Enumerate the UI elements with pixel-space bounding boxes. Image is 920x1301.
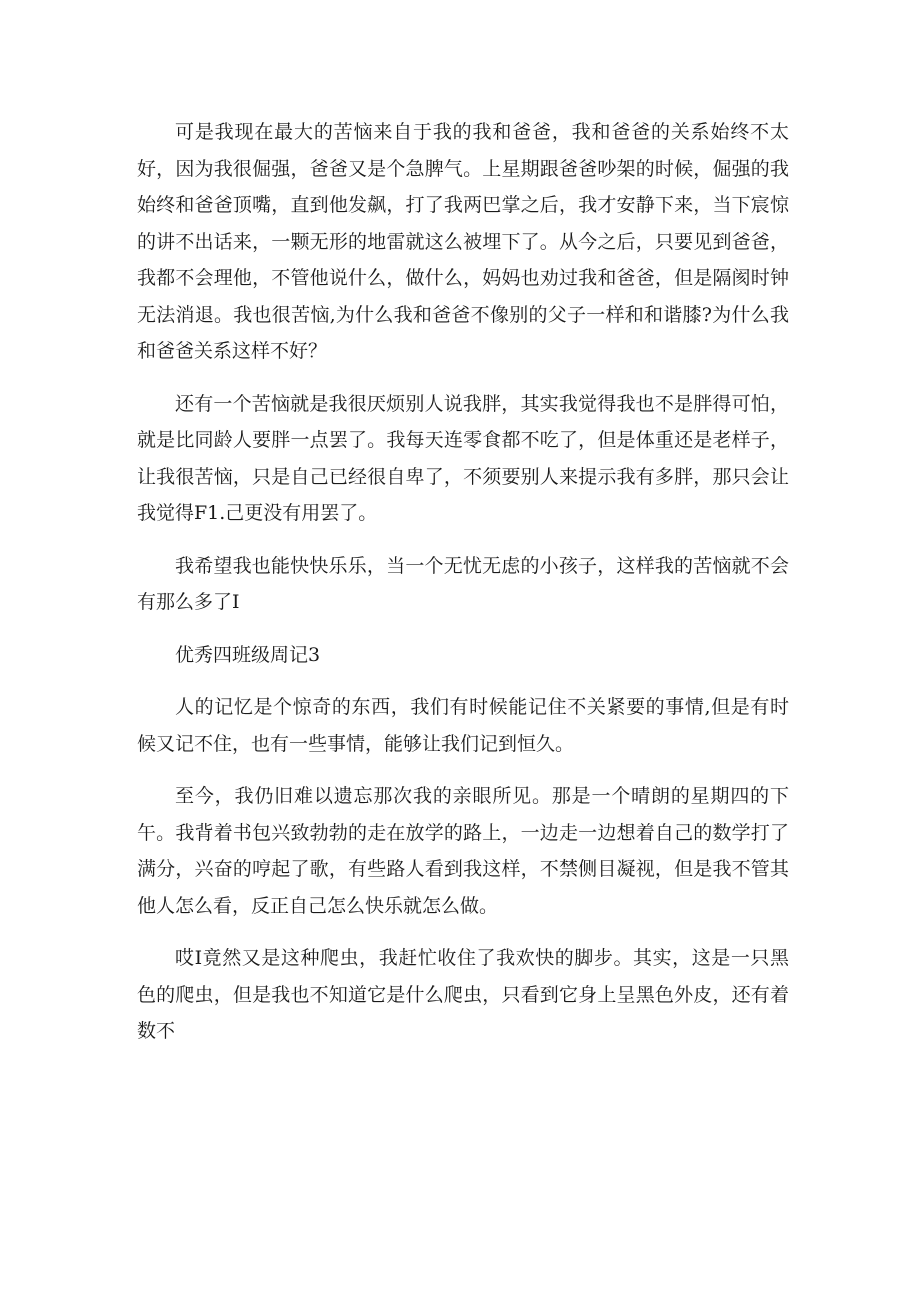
paragraph-thursday-afternoon: 至今，我仍旧难以遗忘那次我的亲眼所见。那是一个晴朗的星期四的下午。我背着书包兴致勃勃的走在放学的路上，一边走一边想着自己的数学打了满分，兴奋的哼起了歌，有些路人看到我这样，不禁侧目凝视，但是我不管其他人怎么看，反正自己怎么快乐就怎么做。 [137, 785, 789, 917]
document-body [137, 114, 789, 1066]
paragraph-weight-worry: 还有一个苦恼就是我很厌烦别人说我胖，其实我觉得我也不是胖得可怕，就是比同龄人要胖一点罢了。我每天连零食都不吃了，但是体重还是老样子，让我很苦恼，只是自己已经很自卑了，不须要别人来提示我有多胖，那只会让我觉得F1.己更没有用罢了。 [137, 392, 789, 524]
paragraph-wish: 我希望我也能快快乐乐，当一个无忧无虑的小孩子，这样我的苦恼就不会有那么多了I [137, 554, 789, 613]
paragraph-father-relationship: 可是我现在最大的苦恼来自于我的我和爸爸，我和爸爸的关系始终不太好，因为我很倔强，爸爸又是个急脾气。上星期跟爸爸吵架的时候，倔强的我始终和爸爸顶嘴，直到他发飙，打了我两巴掌之后，我才安静下来，当下宸惊的讲不出话来，一颗无形的地雷就这么被埋下了。从今之后，只要见到爸爸，我都不会理他，不管他说什么，做什么，妈妈也劝过我和爸爸，但是隔阂时钟无法消退。我也很苦恼,为什么我和爸爸不像别的父子一样和和谐膝?为什么我和爸爸关系这样不好？ [137, 121, 789, 362]
paragraph-bug: 哎I竟然又是这种爬虫，我赶忙收住了我欢快的脚步。其实，这是一只黑色的爬虫，但是我也不知道它是什么爬虫，只看到它身上呈黑色外皮，还有着数不 [137, 947, 789, 1042]
paragraph-memory: 人的记忆是个惊奇的东西，我们有时候能记住不关紧要的事情,但是有时候又记不住，也有一些事情，能够让我们记到恒久。 [137, 696, 789, 755]
section-title: 优秀四班级周记3 [175, 643, 321, 666]
